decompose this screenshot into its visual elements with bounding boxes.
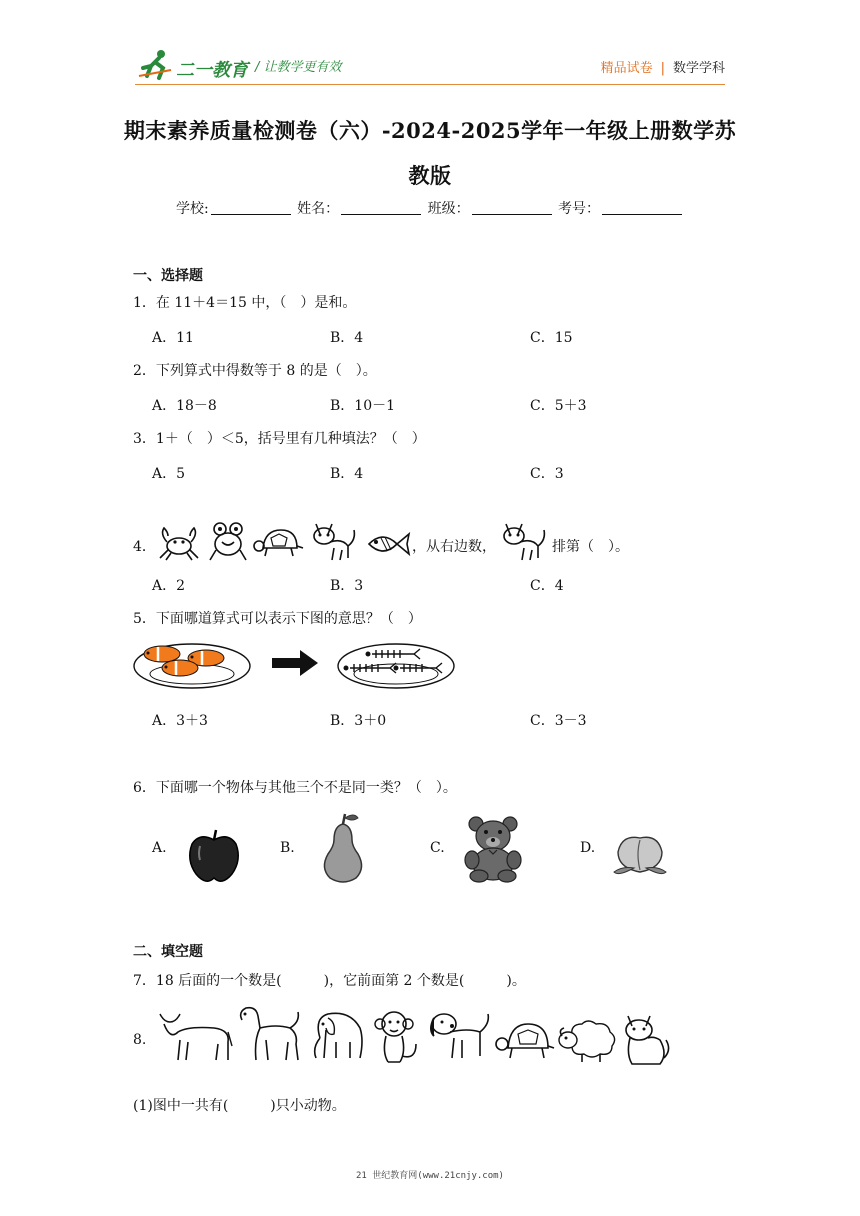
plate-with-fish-icon xyxy=(132,636,252,692)
section-fill-blank: 二、填空题 xyxy=(133,944,203,960)
pear-icon xyxy=(318,812,368,884)
question-4-mid: ，从右边数， xyxy=(412,539,496,555)
q2-option-a[interactable]: A．18－8 xyxy=(152,398,217,414)
exam-no-label: 考号： xyxy=(558,201,601,217)
ox-icon xyxy=(158,1010,234,1062)
question-4-tail: 排第（ ）。 xyxy=(552,539,629,555)
q3-option-a[interactable]: A．5 xyxy=(152,466,186,482)
q6-option-a[interactable]: A. xyxy=(152,840,167,856)
class-field[interactable] xyxy=(472,201,552,215)
q4-option-c[interactable]: C．4 xyxy=(530,578,564,594)
fish-icon xyxy=(365,528,411,560)
school-label: 学校: xyxy=(175,201,209,217)
page-title-line2: 教版 xyxy=(408,163,452,188)
elephant-icon xyxy=(306,1008,366,1060)
peach-icon xyxy=(612,828,668,880)
q5-option-a[interactable]: A．3＋3 xyxy=(152,713,208,729)
question-1: 1．在 11＋4＝15 中，（ ）是和。 xyxy=(133,295,357,311)
q4-option-a[interactable]: A．2 xyxy=(152,578,186,594)
question-4-number: 4． xyxy=(133,539,156,555)
q1-option-c[interactable]: C．15 xyxy=(530,330,573,346)
name-field[interactable] xyxy=(341,201,421,215)
q2-option-b[interactable]: B．10－1 xyxy=(330,398,396,414)
header-divider xyxy=(135,84,725,85)
q4-option-b[interactable]: B．3 xyxy=(330,578,364,594)
header-right xyxy=(601,57,725,76)
question-3: 3．1＋（ ）＜5，括号里有几种填法？（ ） xyxy=(133,431,426,447)
header-separator: | xyxy=(660,61,665,76)
turtle-icon xyxy=(253,524,305,562)
logo-runner-icon xyxy=(137,48,177,80)
logo-text: 二一教育 xyxy=(176,60,248,81)
q6-option-d[interactable]: D. xyxy=(580,840,596,856)
question-8-sub-1: (1)图中一共有( )只小动物。 xyxy=(133,1098,346,1114)
cat-target-icon xyxy=(500,520,550,562)
q6-option-c[interactable]: C. xyxy=(430,840,445,856)
q6-option-b[interactable]: B. xyxy=(280,840,295,856)
school-field[interactable] xyxy=(211,201,291,215)
name-label: 姓名： xyxy=(297,201,340,217)
section-choice: 一、选择题 xyxy=(133,268,203,284)
slogan: / 让教学更有效 xyxy=(255,60,342,75)
arrow-right-icon xyxy=(272,650,318,676)
question-2: 2．下列算式中得数等于 8 的是（ ）。 xyxy=(133,363,377,379)
class-label: 班级： xyxy=(427,201,470,217)
page-footer: 21 世纪教育网(www.21cnjy.com) xyxy=(356,1171,504,1181)
kitten-icon xyxy=(620,1010,672,1066)
monkey-icon xyxy=(372,1008,422,1068)
q2-option-c[interactable]: C．5＋3 xyxy=(530,398,587,414)
q5-option-b[interactable]: B．3＋0 xyxy=(330,713,387,729)
frog-icon xyxy=(208,520,248,562)
subject-label: 数学学科 xyxy=(672,61,725,76)
premium-label: 精品试卷 xyxy=(600,61,653,76)
q3-option-b[interactable]: B．4 xyxy=(330,466,364,482)
apple-icon xyxy=(186,826,242,884)
q3-option-c[interactable]: C．3 xyxy=(530,466,564,482)
q1-option-b[interactable]: B．4 xyxy=(330,330,364,346)
question-7: 7．18 后面的一个数是( )，它前面第 2 个数是( )。 xyxy=(133,973,526,989)
exam-no-field[interactable] xyxy=(602,201,682,215)
plate-with-bones-icon xyxy=(336,636,456,692)
q5-option-c[interactable]: C．3－3 xyxy=(530,713,587,729)
dog-icon xyxy=(428,1008,494,1062)
sheep-icon xyxy=(556,1016,620,1064)
student-info xyxy=(0,198,860,218)
q1-option-a[interactable]: A．11 xyxy=(152,330,194,346)
crab-icon xyxy=(156,524,202,562)
question-5: 5．下面哪道算式可以表示下图的意思？（ ） xyxy=(133,611,422,627)
cat-icon xyxy=(310,520,360,562)
horse-icon xyxy=(236,1004,302,1064)
turtle-icon-2 xyxy=(494,1018,556,1062)
question-8-number: 8. xyxy=(133,1032,147,1048)
question-6: 6．下面哪一个物体与其他三个不是同一类？（ ）。 xyxy=(133,780,457,796)
page-title: 期末素养质量检测卷（六）-2024-2025学年一年级上册数学苏 xyxy=(123,118,737,143)
page-header xyxy=(0,0,860,90)
teddy-bear-icon xyxy=(462,814,524,882)
